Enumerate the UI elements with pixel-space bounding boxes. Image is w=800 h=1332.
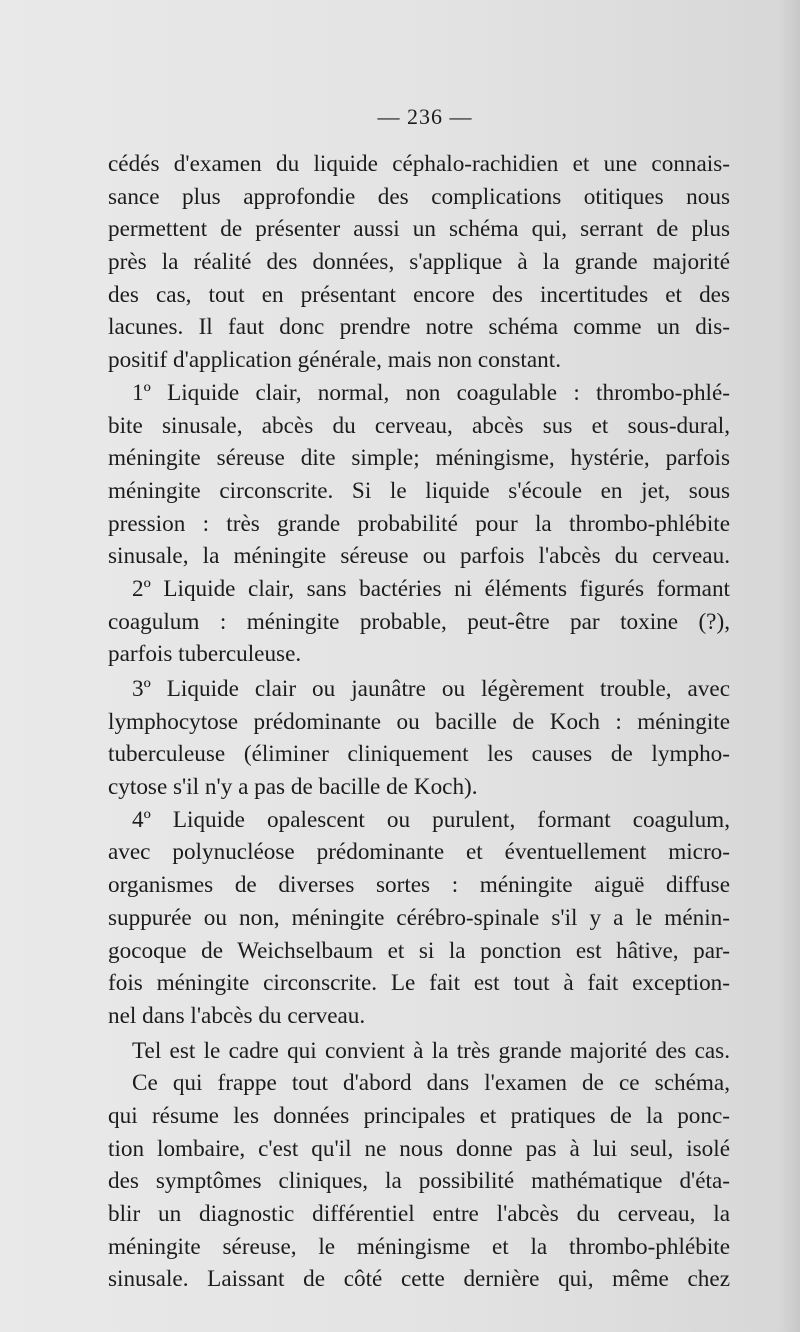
text-line: lacunes. Il faut donc prendre notre schéma comme un dis- <box>108 314 730 341</box>
text-line: méningite séreuse, le méningisme et la thrombo-phlébite <box>108 1233 730 1260</box>
text-line: cytose s'il n'y a pas de bacille de Koch). <box>108 774 478 801</box>
page-number: — 236 — <box>377 104 473 129</box>
text-line: qui résume les données principales et pratiques de la ponc- <box>108 1102 730 1129</box>
text-line: tuberculeuse (éliminer cliniquement les causes de lympho- <box>108 741 730 768</box>
text-line: 3º Liquide clair ou jaunâtre ou légèrement trouble, avec <box>132 676 730 702</box>
body-text <box>108 148 730 1296</box>
text-line: blir un diagnostic différentiel entre l'abcès du cerveau, la <box>108 1201 730 1227</box>
text-line: bite sinusale, abcès du cerveau, abcès sus et sous-dural, <box>108 412 730 439</box>
text-line: suppurée ou non, méningite cérébro-spinale s'il y a le ménin- <box>108 904 730 931</box>
page-edge-shadow <box>778 0 800 1332</box>
text-line: des cas, tout en présentant encore des incertitudes et des <box>108 281 730 308</box>
text-line: coagulum : méningite probable, peut-être par toxine (?), <box>108 608 730 635</box>
text-line: avec polynucléose prédominante et éventuellement micro- <box>108 839 730 866</box>
text-line: des symptômes cliniques, la possibilité mathématique d'éta- <box>108 1168 730 1195</box>
text-line: 4º Liquide opalescent ou purulent, formant coagulum, <box>132 806 730 833</box>
text-line: nel dans l'abcès du cerveau. <box>108 1002 366 1029</box>
text-line: cédés d'examen du liquide céphalo-rachidien et une connais- <box>108 151 730 177</box>
text-line: lymphocytose prédominante ou bacille de Koch : méningite <box>108 708 730 735</box>
text-line: près la réalité des données, s'applique à la grande majorité <box>108 249 730 276</box>
text-line: pression : très grande probabilité pour la thrombo-phlébite <box>108 510 730 537</box>
text-line: permettent de présenter aussi un schéma qui, serrant de plus <box>108 216 730 243</box>
text-line: sance plus approfondie des complications otitiques nous <box>108 183 730 210</box>
text-line: 2º Liquide clair, sans bactéries ni éléments figurés formant <box>132 575 730 602</box>
text-line: parfois tuberculeuse. <box>108 641 302 668</box>
text-line: organismes de diverses sortes : méningite aiguë diffuse <box>108 872 730 899</box>
text-line: 1º Liquide clair, normal, non coagulable : thrombo-phlé- <box>132 379 730 406</box>
text-line: fois méningite circonscrite. Le fait est tout à fait exception- <box>108 970 730 997</box>
text-line: Tel est le cadre qui convient à la très grande majorité des cas. <box>132 1037 730 1064</box>
text-line: gocoque de Weichselbaum et si la ponction est hâtive, par- <box>108 937 730 964</box>
text-line: tion lombaire, c'est qu'il ne nous donne pas à lui seul, isolé <box>108 1135 730 1162</box>
text-line: méningite circonscrite. Si le liquide s'écoule en jet, sous <box>108 477 730 504</box>
text-line: Ce qui frappe tout d'abord dans l'examen de ce schéma, <box>132 1070 730 1097</box>
text-line: positif d'application générale, mais non constant. <box>108 347 561 374</box>
text-line: sinusale. Laissant de côté cette dernière qui, même chez <box>108 1266 730 1293</box>
text-line: sinusale, la méningite séreuse ou parfois l'abcès du cerveau. <box>108 543 730 570</box>
text-line: méningite séreuse dite simple; méningisme, hystérie, parfois <box>108 445 730 472</box>
